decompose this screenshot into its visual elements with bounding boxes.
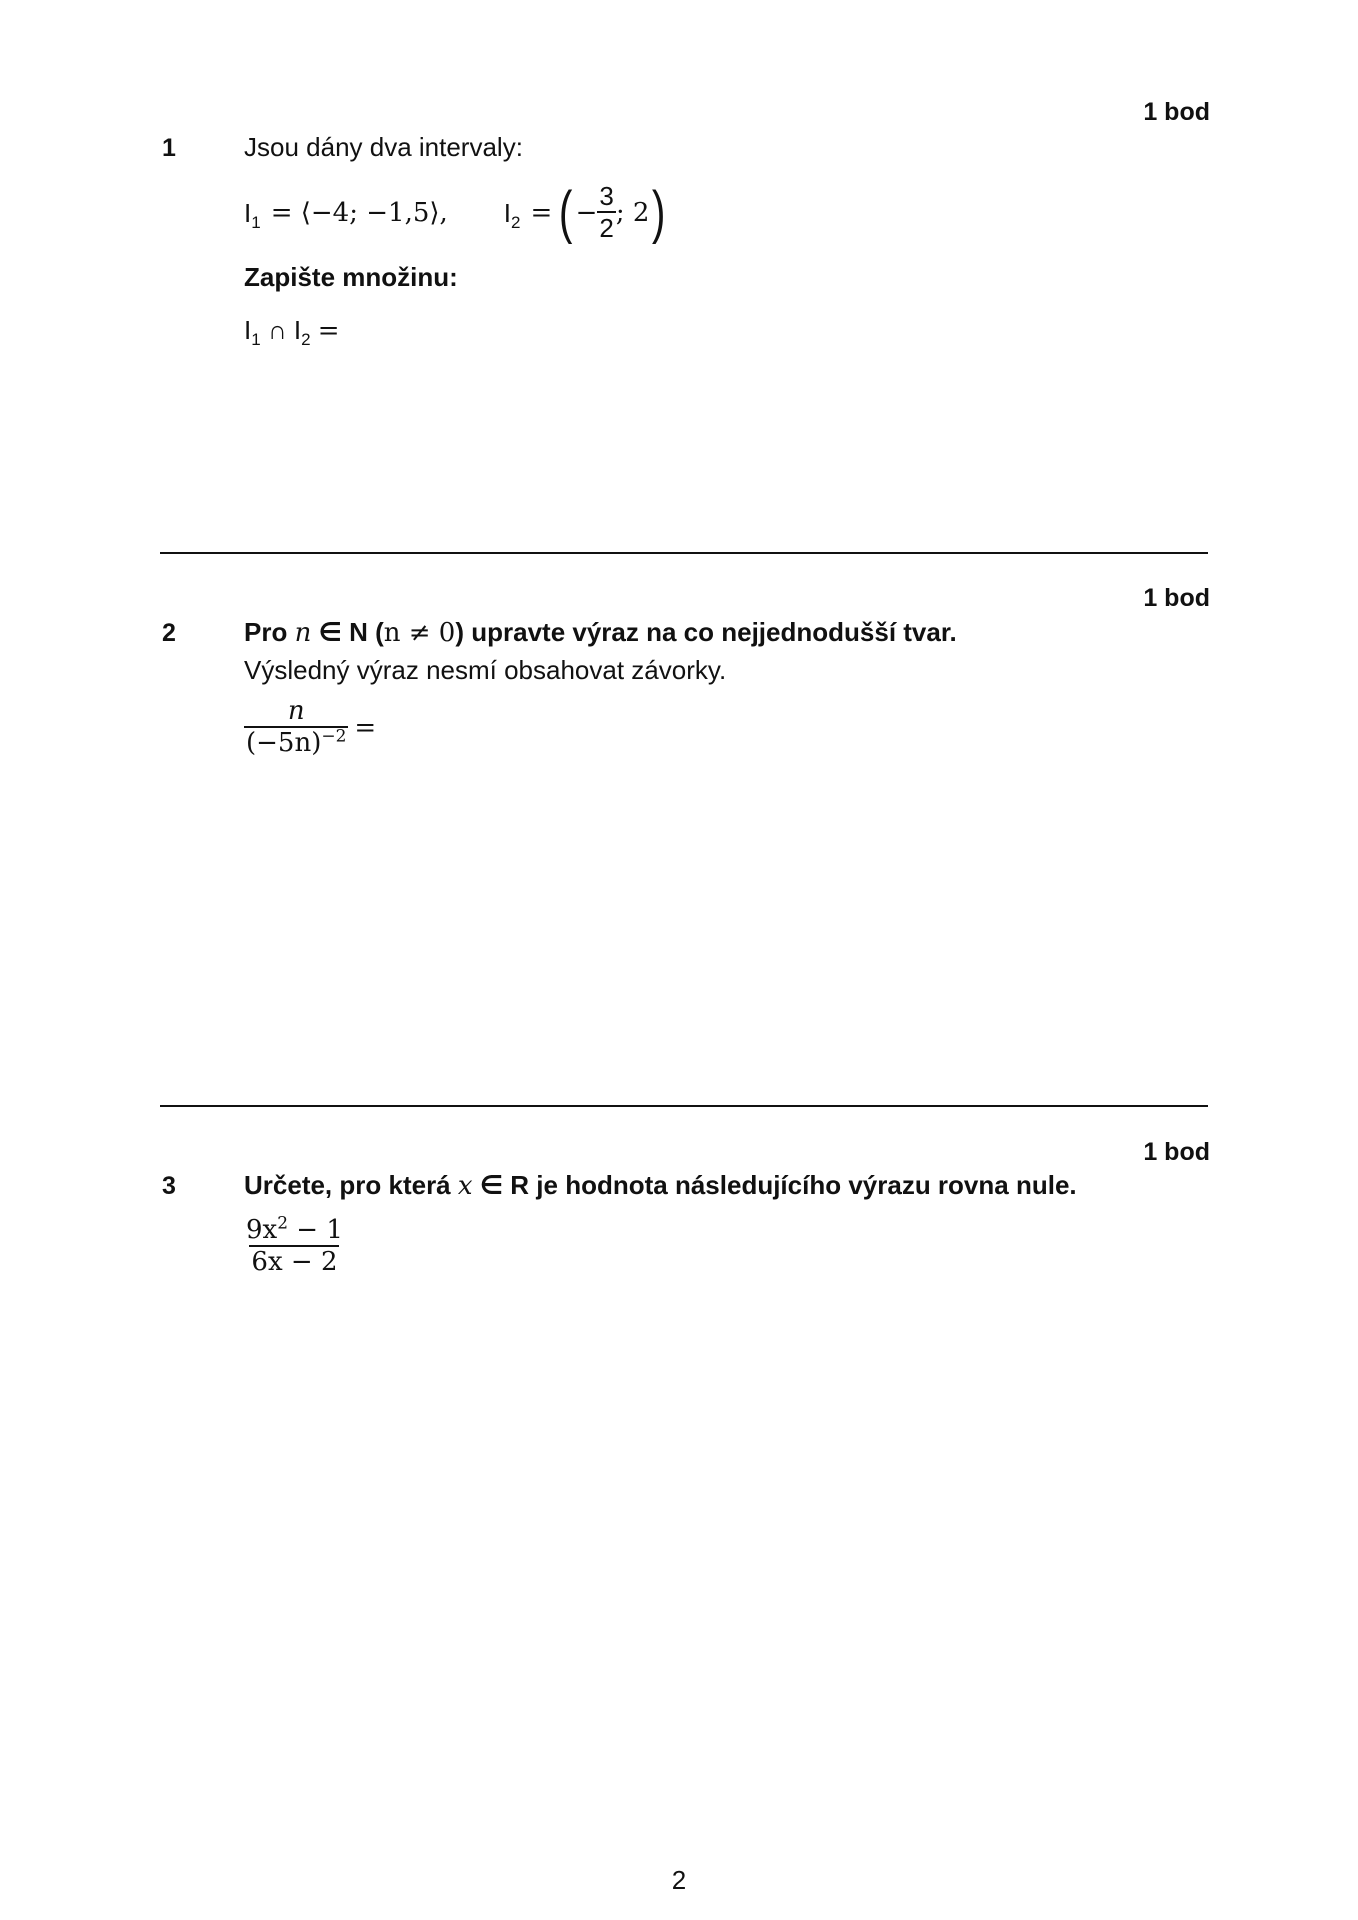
i2-eq: =	[530, 198, 553, 228]
page-number: 2	[671, 1865, 687, 1895]
q1-number: 1	[162, 134, 176, 162]
q3-frac-den: 6x − 2	[251, 1246, 338, 1277]
q1-answer-expression: $I_1$ ∩ $I_2$ =	[244, 315, 340, 350]
q2-frac-num: n	[287, 696, 305, 726]
q3-number: 3	[162, 1172, 176, 1200]
divider-2	[160, 1105, 1208, 1107]
q1-instruction: Zapište množinu:	[244, 262, 458, 292]
i2-label: $I_2$	[503, 197, 521, 232]
i2-fraction	[597, 182, 615, 244]
q2-note: Výsledný výraz nesmí obsahovat závorky.	[244, 655, 727, 685]
q2-number: 2	[162, 619, 176, 647]
i2-open-paren: (	[559, 180, 573, 245]
q3-frac-num: $9x^2 - 1$	[246, 1213, 343, 1245]
i1-label: $I_1$	[244, 197, 261, 232]
q3-points: 1 bod	[1143, 1138, 1210, 1166]
i2-frac-den: 2	[599, 212, 614, 243]
i2-frac-num: 3	[599, 181, 614, 212]
q2-fraction	[244, 697, 348, 759]
divider-1	[160, 552, 1208, 554]
q2-frac-den: $(-5n)^{-2}$	[246, 725, 347, 758]
q2-points: 1 bod	[1143, 584, 1210, 612]
q1-intro: Jsou dány dva intervaly:	[244, 132, 523, 162]
q2-title: Pro n ∈ N (n ≠ 0) upravte výraz na co nejjednodušší tvar.	[244, 617, 957, 648]
q2-expression	[244, 695, 376, 759]
i2-close-paren: )	[652, 180, 666, 245]
i1-value: = ⟨−4; −1,5⟩,	[270, 198, 448, 228]
i2-rest: ; 2	[615, 198, 650, 228]
q2-eq: =	[354, 712, 377, 743]
q3-expression	[244, 1213, 345, 1278]
q3-fraction	[244, 1213, 345, 1278]
q1-points: 1 bod	[1143, 98, 1210, 126]
i2-minus: −	[575, 198, 598, 228]
q3-title: Určete, pro která x ∈ R je hodnota následujícího výrazu rovna nule.	[244, 1170, 1077, 1201]
q1-intervals	[244, 178, 669, 248]
